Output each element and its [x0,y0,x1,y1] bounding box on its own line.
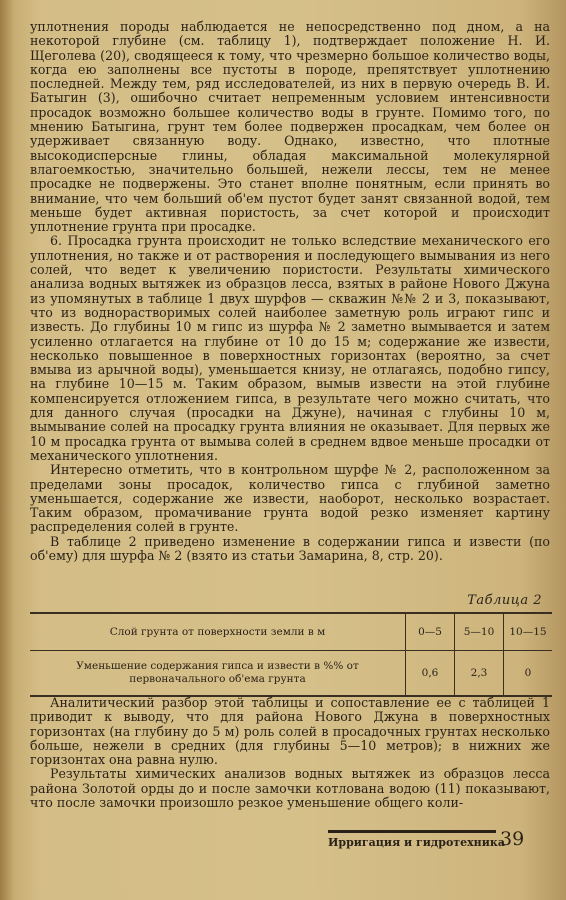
paragraph: уплотнения породы наблюдается не непосредственно под дном, а на некоторой глубине (см. таблицу 1), подтверждает положение Н. И. Щеголева (20), сводящееся к тому, что чрезмерно большое количество воды, когда ею заполнены все пустоты в породе, препятствует уплотнению последней. Между тем, ряд исследователей, из них в первую очередь В. И. Батыгин (3), ошибочно считает непременным условием интенсивности просадок возможно большее количество воды в грунте. Помимо того, по мнению Батыгина, грунт тем более подвержен просадкам, чем более он удерживает связанную воду. Однако, известно, что плотные высокодисперсные глины, обладая максимальной молекулярной влагоемкостью, значительно большей, нежели лессы, тем не менее просадке не подвержены. Это станет вполне понятным, если принять во внимание, что чем больший об'ем пустот будет занят связанной водой, тем меньше будет активная пористость, за счет которой и происходит уплотнение грунта при просадке. [30,19,550,235]
table-cell: 0—5 [406,613,455,651]
table-cell: 10—15 [504,613,553,651]
paragraph: Результаты химических анализов водных вытяжек из образцов лесса района Золотой орды до и после замочки котлована водою (11) показывают, что после замочки произошло резкое уменьшение общего коли- [30,766,550,811]
body-text-top [30,20,550,563]
body-text-bottom [30,696,550,810]
table-row [30,651,552,697]
paragraph: Аналитический разбор этой таблицы и сопоставление ее с таблицей 1 приводит к выводу, что для района Нового Джуна в поверхностных горизонтах (на глубину до 5 м) роль солей в просадочных грунтах несколько больше, нежели в средних (для глубины 5—10 метров); в нижних же горизонтах она равна нулю. [30,695,550,768]
row-label: Слой грунта от поверхности земли в м [30,613,406,651]
paragraph: Интересно отметить, что в контрольном шурфе № 2, расположенном за пределами зоны просадок, количество гипса с глубиной заметно уменьшается, содержание же извести, наоборот, несколько возрастает. Таким образом, промачивание грунта водой резко изменяет картину распределения солей в грунте. [30,462,550,535]
paragraph: 6. Просадка грунта происходит не только вследствие механического его уплотнения, но также и от растворения и последующего вымывания из него солей, что ведет к увеличению пористости. Результаты химического анализа водных вытяжек из образцов лесса, взятых в районе Нового Джуна из упомянутых в таблице 1 двух шурфов — скважин №№ 2 и 3, показывают, что из воднорастворимых солей наиболее заметную роль играют гипс и известь. До глубины 10 м гипс из шурфа № 2 заметно вымывается и затем усиленно отлагается на глубине от 10 до 15 м; содержание же извести, несколько повышенное в поверхностных горизонтах (вероятно, за счет вмыва из арычной воды), уменьшается книзу, не отлагаясь, подобно гипсу, на глубине 10—15 м. Таким образом, вымыв извести на этой глубине компенсируется отложением гипса, в результате чего можно считать, что для данного случая (просадки на Джуне), начиная с глубины 10 м, вымывание солей на просадку грунта влияния не оказывает. Для первых же 10 м просадка грунта от вымыва солей в среднем вдвое меньше просадки от механического уплотнения. [30,233,550,463]
page-footer [328,830,548,852]
table-cell: 5—10 [455,613,504,651]
footer-rule [328,830,496,833]
table-row [30,613,552,651]
table-cell: 0,6 [406,651,455,697]
data-table [30,612,552,697]
row-label: Уменьшение содержания гипса и извести в %% от первоначального об'ема грунта [30,651,406,697]
table-cell: 0 [504,651,553,697]
journal-title: Ирригация и гидротехника [328,836,505,849]
table-cell: 2,3 [455,651,504,697]
table-caption: Таблица 2 [467,593,542,608]
paragraph: В таблице 2 приведено изменение в содержании гипса и извести (по об'ему) для шурфа № 2 (взято из статьи Замарина, 8, стр. 20). [30,533,550,563]
page-number: 39 [500,828,525,850]
